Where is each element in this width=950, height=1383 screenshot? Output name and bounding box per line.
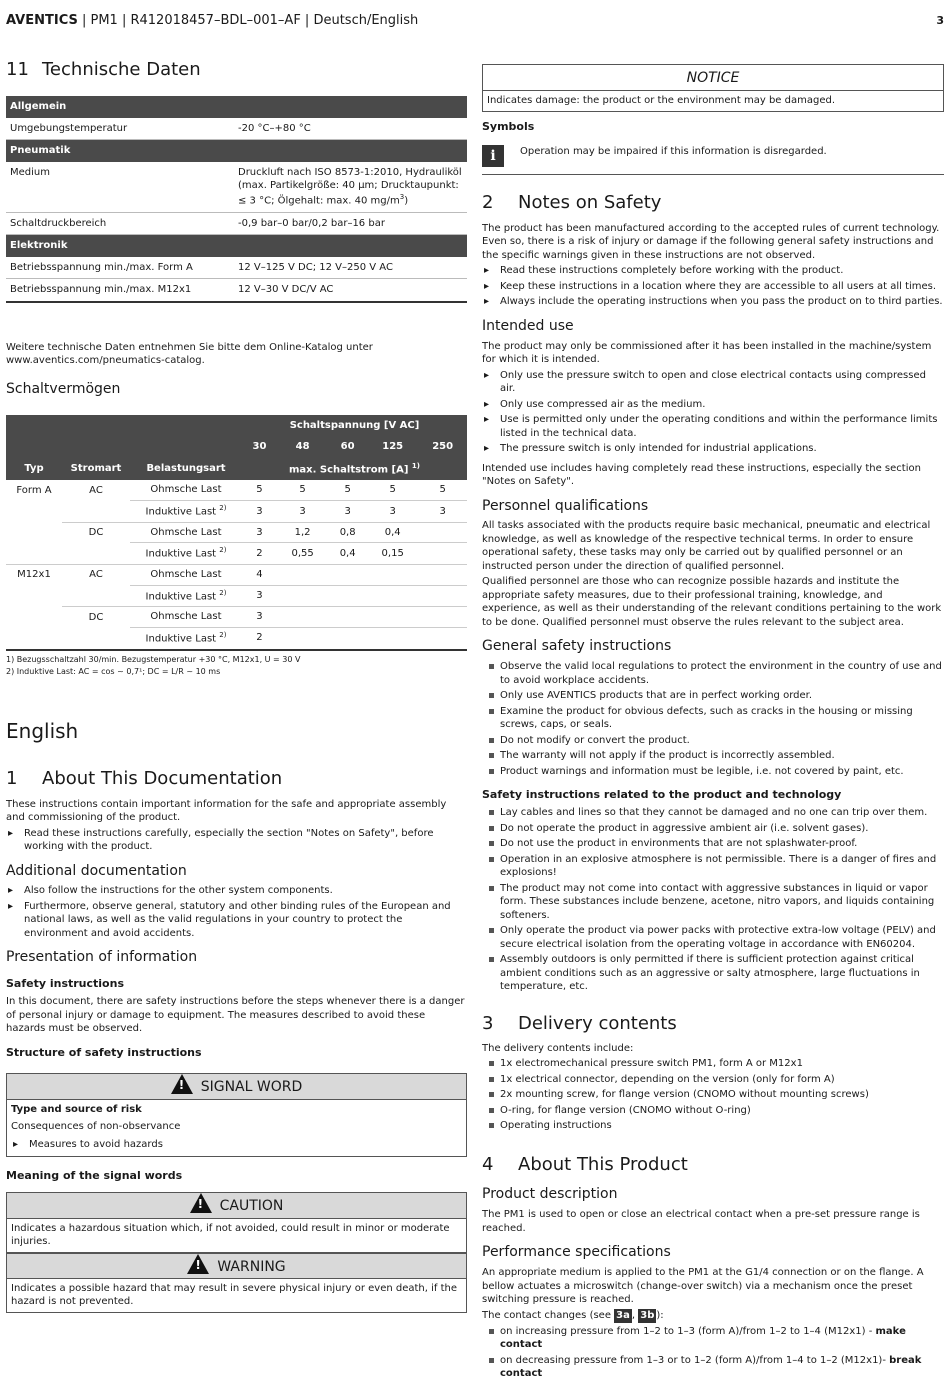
switching-table — [6, 415, 467, 651]
footnotes — [6, 655, 467, 679]
list-item: Observe the valid local regulations to protect the environment in the country of use and to avoid workplace accidents. — [482, 660, 944, 687]
figure-ref-3a[interactable]: 3a — [616, 1309, 630, 1321]
signal-word-label: SIGNAL WORD — [200, 1078, 303, 1095]
sw-volt: 250 — [418, 436, 467, 458]
list-item: Operation in an explosive atmosphere is not permissible. There is a danger of fires and explosions! — [482, 853, 944, 880]
list-item: ▸ Use is permitted only under the operating conditions and within the performance limits listed in the technical data. — [482, 413, 944, 440]
safety-notes-list — [482, 264, 944, 309]
sw-volt: 125 — [367, 436, 418, 458]
personnel-heading: Personnel qualifications — [482, 497, 649, 514]
personnel-paragraph-2: Qualified personnel are those who can recognize possible hazards and institute the appropriate safety measures, due to their professional training, knowledge, and experience, as well as their understanding of the relevant conditions pertaining to the work to be done. Qualified personnel must observe the rules relevant to the subject area. — [482, 576, 942, 628]
table-row: Induktive Last $^{2)}$ 3 3 3 3 3 — [6, 500, 467, 522]
info-icon: i — [482, 145, 504, 167]
section-11-title: 11 Technische Daten — [6, 59, 201, 80]
footnote-2: 2) Induktive Last: AC = cos ~ 0,7¹; DC = L/R ~ 10 ms — [6, 667, 221, 677]
tech-label: Umgebungstemperatur — [6, 118, 234, 140]
caution-text: Indicates a hazardous situation which, if not avoided, could result in minor or moderate injuries. — [11, 1222, 450, 1248]
general-safety-list — [482, 660, 944, 778]
tech-value: 12 V–30 V DC/V AC — [234, 279, 467, 302]
tech-section-elektronik: Elektronik — [6, 235, 467, 257]
performance-paragraph: An appropriate medium is applied to the PM1 at the G1/4 connection or on the flange. A bellow actuates a microswitch (change-over switch) via a mechanism once the preset switching pressure is reached. — [482, 1267, 924, 1306]
product-description-paragraph: The PM1 is used to open or close an electrical contact when a pre-set pressure range is reached. — [482, 1209, 920, 1234]
additional-doc-list — [6, 884, 467, 940]
sw-col-typ: Typ — [6, 458, 62, 481]
sw-current-header: max. Schaltstrom [A] $^{1)}$ — [242, 458, 467, 481]
list-item: on increasing pressure from 1–2 to 1–3 (form A)/from 1–2 to 1–4 (M12x1) - make contact — [482, 1325, 944, 1352]
list-item: Do not modify or convert the product. — [482, 734, 944, 748]
table-row: Form A AC Ohmsche Last 5 5 5 5 5 — [6, 480, 467, 500]
delivery-list — [482, 1057, 944, 1133]
table-row: DC Ohmsche Last 3 1,2 0,8 0,4 — [6, 522, 467, 543]
about-paragraph: These instructions contain important information for the safe and appropriate assembly and commissioning of the product. — [6, 798, 447, 824]
tech-section-pneumatik: Pneumatik — [6, 140, 467, 162]
warning-box — [6, 1253, 467, 1313]
list-item: ▸ Only use compressed air as the medium. — [482, 398, 944, 412]
header-doc-info: | PM1 | R412018457–BDL–001–AF | Deutsch/English — [77, 13, 419, 28]
tech-data-table — [6, 96, 467, 302]
table-row: Induktive Last $^{2)}$ 2 0,55 0,4 0,15 — [6, 543, 467, 565]
personnel-paragraph-1: All tasks associated with the products require basic mechanical, pneumatic and electrical knowledge, as well as knowledge of the respective technical terms. In order to ensure operational safety, these tasks may only be carried out by qualified personnel or an instructed person under the direction of qualified personnel. — [482, 520, 931, 572]
sw-volt: 48 — [277, 436, 328, 458]
safety-paragraph: In this document, there are safety instructions before the steps whenever there is a danger of personal injury or damage to equipment. The measures described to avoid these hazards must be observed. — [6, 996, 465, 1035]
list-item: O-ring, for flange version (CNOMO without O-ring) — [482, 1104, 944, 1118]
figure-ref-3b[interactable]: 3b — [640, 1309, 655, 1321]
weitere-text: Weitere technische Daten entnehmen Sie bitte dem Online-Katalog unter www.aventics.com/pneumatics-catalog. — [6, 341, 373, 367]
list-item: Operating instructions — [482, 1119, 944, 1133]
language-heading: English — [6, 719, 79, 744]
info-text: Operation may be impaired if this information is disregarded. — [520, 146, 827, 158]
tech-label: Betriebsspannung min./max. Form A — [6, 257, 234, 279]
contact-changes-text: The contact changes (see 3a , 3b ): — [482, 1309, 664, 1321]
list-item: ▸ Also follow the instructions for the other system components. — [6, 884, 467, 898]
list-item: Product warnings and information must be legible, i.e. not covered by paint, etc. — [482, 765, 944, 779]
contact-list — [482, 1325, 944, 1381]
presentation-heading: Presentation of information — [6, 949, 198, 966]
list-item: ▸ Read these instructions carefully, especially the section "Notes on Safety", before working with the product. — [6, 827, 467, 854]
tech-label: Schaltdruckbereich — [6, 212, 234, 235]
table-row: Induktive Last $^{2)}$ 3 — [6, 585, 467, 607]
sw-col-belastung: Belastungsart — [130, 458, 242, 481]
tech-value: -20 °C–+80 °C — [234, 118, 467, 140]
list-item: Do not operate the product in aggressive ambient air (i.e. solvent gases). — [482, 822, 944, 836]
meaning-heading: Meaning of the signal words — [6, 1169, 183, 1183]
tech-label: Medium — [6, 162, 234, 212]
structure-heading: Structure of safety instructions — [6, 1045, 202, 1059]
sw-voltage-header: Schaltspannung [V AC] — [242, 415, 467, 437]
measures-label: ▸ Measures to avoid hazards — [11, 1138, 462, 1152]
notice-label: NOTICE — [483, 65, 943, 91]
list-item: The product may not come into contact with aggressive substances in liquid or vapor form. These substances include benzene, acetone, nitro vapors, and liquids containing softeners. — [482, 882, 944, 923]
section-1-title: 1 About This Documentation — [6, 768, 283, 790]
consequences-label: Consequences of non-observance — [11, 1121, 181, 1133]
sw-volt: 60 — [328, 436, 367, 458]
list-item: Lay cables and lines so that they cannot be damaged and no one can trip over them. — [482, 806, 944, 820]
signal-word-box — [6, 1073, 467, 1158]
product-description-heading: Product description — [482, 1186, 618, 1203]
warning-text: Indicates a possible hazard that may result in severe physical injury or even death, if the hazard is not prevented. — [11, 1282, 458, 1308]
additional-doc-heading: Additional documentation — [6, 862, 187, 879]
tech-value: -0,9 bar–0 bar/0,2 bar–16 bar — [234, 212, 467, 235]
list-item: Assembly outdoors is only permitted if there is sufficient protection against critical ambient conditions such as an aggressive or salty atmosphere, large fluctuations in temperature, etc. — [482, 953, 944, 994]
list-item: ▸ Furthermore, observe general, statutory and other binding rules of the European and national laws, as well as the valid regulations in your country to protect the environment and avoid accidents. — [6, 900, 467, 941]
intended-paragraph-2: Intended use includes having completely read these instructions, especially the section "Notes on Safety". — [482, 462, 921, 488]
table-row: Induktive Last $^{2)}$ 2 — [6, 627, 467, 649]
intended-use-heading: Intended use — [482, 317, 574, 334]
safety-instructions-heading: Safety instructions — [6, 977, 124, 991]
list-item: 1x electromechanical pressure switch PM1, form A or M12x1 — [482, 1057, 944, 1071]
list-item: ▸ Keep these instructions in a location where they are accessible to all users at all times. — [482, 280, 944, 294]
table-row: M12x1 AC Ohmsche Last 4 — [6, 565, 467, 586]
section-4-title: 4 About This Product — [482, 1153, 688, 1175]
list-item: Do not use the product in environments that are not splashwater-proof. — [482, 837, 944, 851]
tech-section-allgemein: Allgemein — [6, 96, 467, 118]
general-safety-heading: General safety instructions — [482, 638, 672, 655]
list-item: The warranty will not apply if the product is incorrectly assembled. — [482, 749, 944, 763]
sw-volt: 30 — [242, 436, 277, 458]
page-number: 3 — [936, 14, 944, 27]
list-item: Examine the product for obvious defects, such as cracks in the housing or missing screws, caps, or seals. — [482, 705, 944, 732]
type-source-label: Type and source of risk — [11, 1103, 142, 1115]
intended-paragraph: The product may only be commissioned after it has been installed in the machine/system for which it is intended. — [482, 340, 932, 366]
sw-col-stromart: Stromart — [62, 458, 130, 481]
schaltvermoegen-heading: Schaltvermögen — [6, 380, 121, 397]
table-row: DC Ohmsche Last 3 — [6, 607, 467, 628]
list-item: ▸ Always include the operating instructions when you pass the product on to third parties. — [482, 295, 944, 309]
tech-value: Druckluft nach ISO 8573-1:2010, Hydrauliköl (max. Partikelgröße: 40 µm; Drucktaupunkt: ≤ 3 °C; Ölgehalt: max. 40 $mg/m^3$) — [234, 162, 467, 212]
about-list — [6, 827, 467, 854]
left-column — [6, 58, 467, 1323]
tech-value: 12 V–125 V DC; 12 V–250 V AC — [234, 257, 467, 279]
section-2-title: 2 Notes on Safety — [482, 192, 662, 214]
right-column — [482, 64, 944, 1383]
notice-box — [482, 64, 944, 112]
performance-heading: Performance specifications — [482, 1244, 671, 1261]
product-tech-heading: Safety instructions related to the product and technology — [482, 788, 842, 802]
warning-triangle-icon: ! — [187, 1254, 209, 1274]
list-item: Only operate the product via power packs with protective extra-low voltage (PELV) and secure electrical isolation from the operating voltage in accordance with EN60204. — [482, 924, 944, 951]
caution-box — [6, 1192, 467, 1253]
notice-text: Indicates damage: the product or the environment may be damaged. — [487, 95, 836, 106]
list-item: Only use AVENTICS products that are in perfect working order. — [482, 689, 944, 703]
delivery-paragraph: The delivery contents include: — [482, 1042, 634, 1054]
footnote-1: 1) Bezugsschaltzahl 30/min. Bezugstemperatur +30 °C, M12x1, U = 30 V — [6, 654, 301, 664]
warning-triangle-icon: ! — [171, 1074, 193, 1094]
safety-notes-paragraph: The product has been manufactured according to the accepted rules of current technology. Even so, there is a risk of injury or damage if the following general safety instructions and the specific warnings given in these instructions are not observed. — [482, 222, 940, 261]
info-symbol-row — [482, 137, 944, 175]
section-3-title: 3 Delivery contents — [482, 1012, 677, 1034]
symbols-heading: Symbols — [482, 119, 535, 133]
intended-list — [482, 369, 944, 456]
tech-label: Betriebsspannung min./max. M12x1 — [6, 279, 234, 302]
brand-name: AVENTICS — [6, 13, 78, 28]
warning-label: WARNING — [217, 1258, 286, 1275]
list-item: on decreasing pressure from 1–3 or to 1–2 (form A)/from 1–4 to 1–2 (M12x1)- break contact — [482, 1354, 944, 1381]
list-item: 1x electrical connector, depending on the version (only for form A) — [482, 1073, 944, 1087]
list-item: ▸ Read these instructions completely before working with the product. — [482, 264, 944, 278]
list-item: 2x mounting screw, for flange version (CNOMO without mounting screws) — [482, 1088, 944, 1102]
list-item: ▸ Only use the pressure switch to open and close electrical contacts using compressed air. — [482, 369, 944, 396]
caution-label: CAUTION — [219, 1197, 284, 1214]
product-tech-list — [482, 806, 944, 994]
list-item: ▸ The pressure switch is only intended for industrial applications. — [482, 442, 944, 456]
page-header — [6, 12, 944, 30]
warning-triangle-icon: ! — [190, 1193, 212, 1213]
